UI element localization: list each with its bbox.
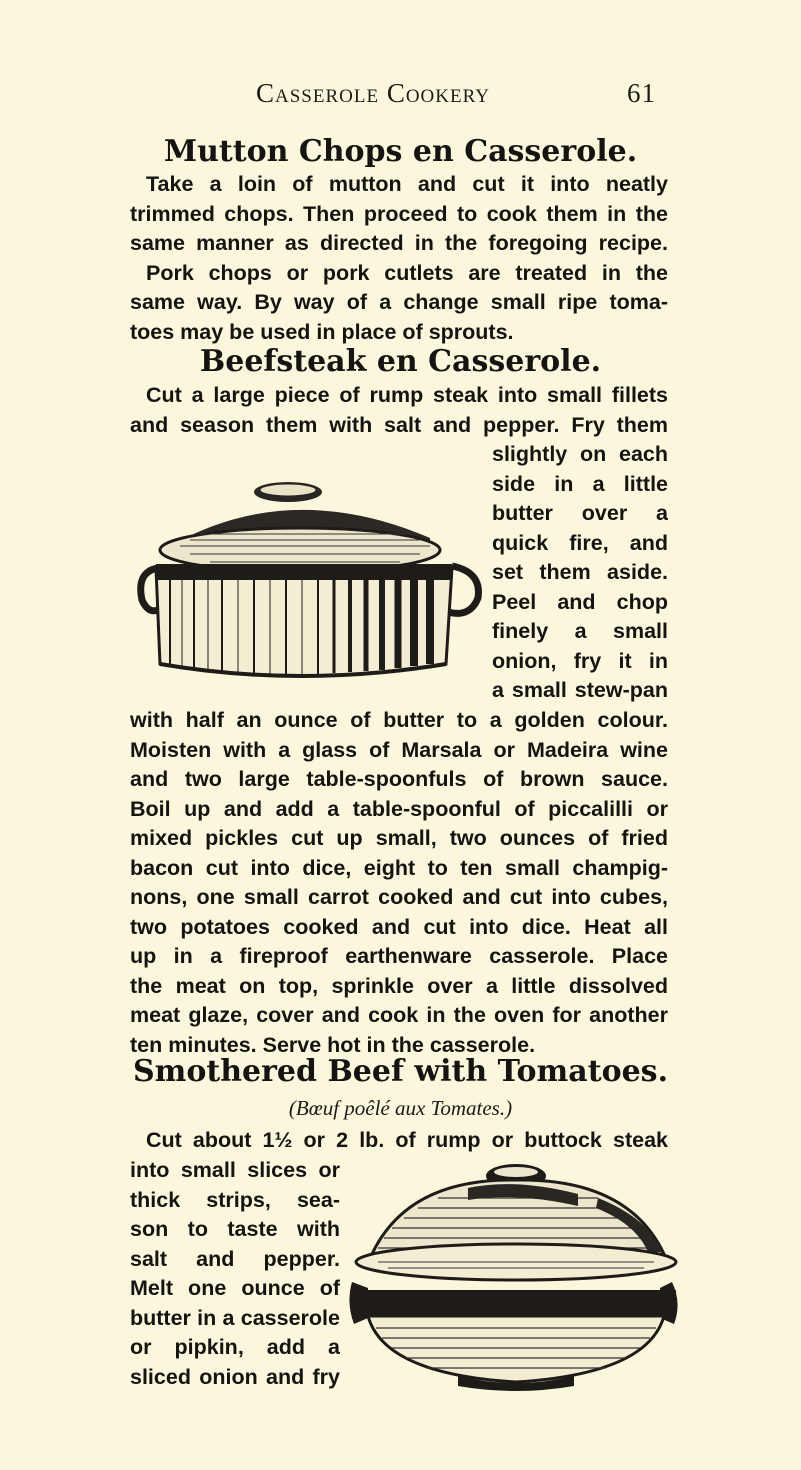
recipe-body-beefsteak-bottom — [130, 706, 668, 1060]
text-line: and two large table-spoonfuls of brown sauce. — [130, 767, 668, 791]
text-line: Cut a large piece of rump steak into small fillets — [146, 383, 668, 407]
casserole-dish-icon — [130, 468, 490, 688]
text-line: Melt one ounce of — [130, 1276, 340, 1300]
running-header — [256, 78, 656, 118]
recipe-body-beefsteak-top — [130, 381, 668, 440]
text-line: salt and pepper. — [130, 1246, 340, 1271]
recipe-title-smothered-beef: Smothered Beef with Tomatoes. — [132, 1054, 669, 1089]
text-line: a small stew-pan — [492, 678, 668, 702]
recipe-title-beefsteak: Beefsteak en Casserole. — [199, 344, 602, 379]
text-line: sliced onion and fry — [130, 1364, 340, 1389]
text-line: Pork chops or pork cutlets are treated in the — [146, 260, 668, 285]
text-line: toes may be used in place of sprouts. — [130, 319, 514, 344]
text-line: slightly on each — [492, 442, 668, 466]
text-line: trimmed chops. Then proceed to cook them in the — [130, 201, 668, 226]
text-line: the meat on top, sprinkle over a little dissolved — [130, 973, 668, 998]
text-line: two potatoes cooked and cut into dice. Heat all — [130, 914, 668, 939]
text-line: ten minutes. Serve hot in the casserole. — [130, 1032, 536, 1057]
recipe-subtitle-french: (Bœuf poêlé aux Tomates.) — [288, 1096, 513, 1120]
text-line: son to taste with — [130, 1217, 340, 1241]
text-line: same way. By way of a change small ripe toma- — [130, 290, 668, 314]
text-line: side in a little — [492, 471, 668, 496]
text-line: Take a loin of mutton and cut it into neatly — [146, 172, 668, 196]
text-line: quick fire, and — [492, 530, 668, 555]
text-line: up in a fireproof earthenware casserole. Place — [130, 944, 668, 968]
text-line: nons, one small carrot cooked and cut into cubes, — [130, 885, 668, 909]
text-line: into small slices or — [130, 1158, 340, 1182]
text-line: Boil up and add a table-spoonful of piccalilli or — [130, 796, 668, 821]
text-line: or pipkin, add a — [130, 1335, 340, 1359]
text-line: set them aside. — [492, 560, 668, 584]
recipe-title-mutton-chops: Mutton Chops en Casserole. — [163, 134, 638, 169]
text-line: mixed pickles cut up small, two ounces of fried — [130, 826, 668, 850]
text-line: same manner as directed in the foregoing recipe. — [130, 231, 668, 255]
text-line: with half an ounce of butter to a golden colour. — [130, 708, 668, 732]
text-line: butter in a casserole — [130, 1305, 340, 1330]
text-line: bacon cut into dice, eight to ten small champig- — [130, 855, 668, 880]
recipe-body-smothered-beef-top — [130, 1126, 668, 1156]
text-line: finely a small — [492, 619, 668, 643]
recipe-body-mutton-chops — [130, 170, 668, 347]
text-line: and season them with salt and pepper. Fry them — [130, 412, 668, 437]
round-casserole-icon — [348, 1158, 678, 1394]
text-line: Peel and chop — [492, 589, 668, 614]
page-number: 61 — [627, 78, 656, 108]
text-line: onion, fry it in — [492, 648, 668, 673]
text-line: Cut about 1½ or 2 lb. of rump or buttock steak — [146, 1128, 668, 1152]
recipe-body-beefsteak-side — [492, 440, 668, 706]
text-line: meat glaze, cover and cook in the oven for another — [130, 1003, 668, 1027]
header-title: Casserole Cookery — [256, 78, 490, 108]
recipe-body-smothered-beef-side — [130, 1156, 340, 1392]
text-line: butter over a — [492, 501, 668, 525]
text-line: thick strips, sea- — [130, 1187, 340, 1212]
text-line: Moisten with a glass of Marsala or Madeira wine — [130, 737, 668, 762]
